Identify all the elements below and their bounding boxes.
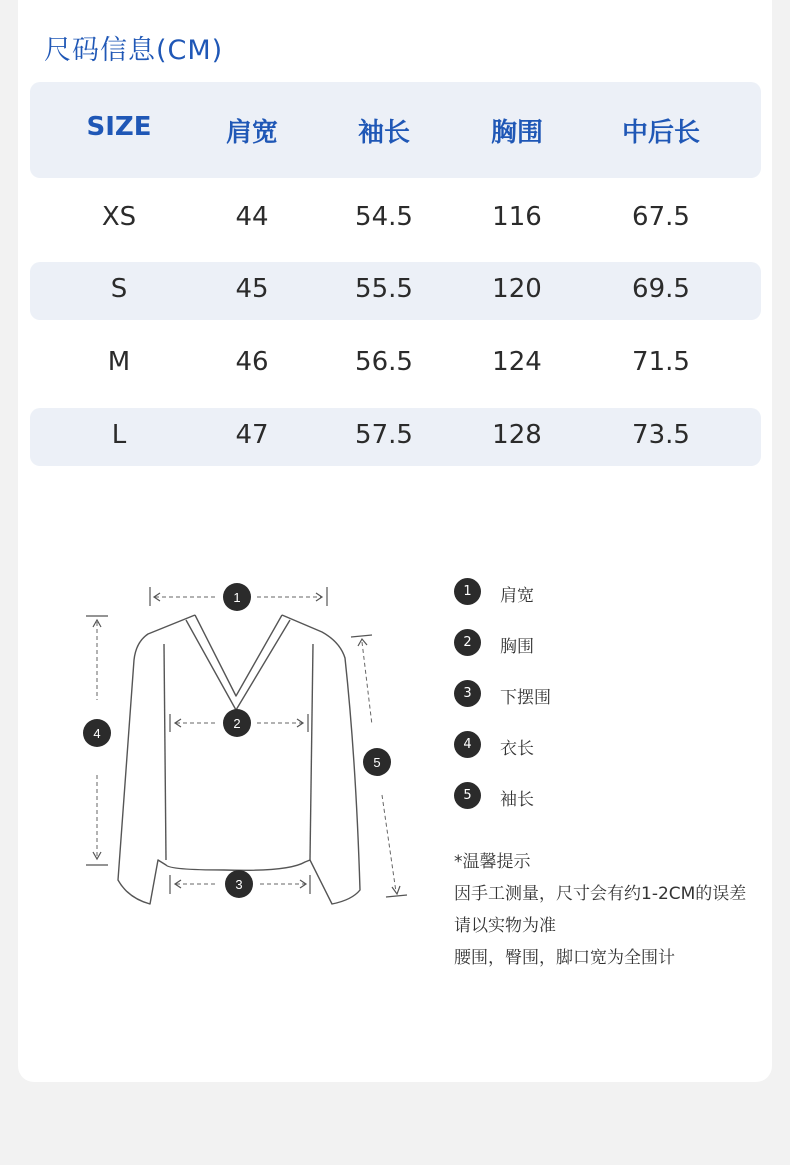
legend-badge: 3 (454, 680, 481, 707)
marker-5-label: 5 (373, 755, 381, 770)
header-sleeve: 袖长 (357, 118, 410, 148)
header-shoulder: 肩宽 (225, 118, 278, 148)
cell-shoulder: 46 (235, 347, 269, 377)
marker-3-label: 3 (235, 877, 243, 892)
neckline-inner (186, 620, 290, 710)
tips-line: 因手工测量，尺寸会有约1-2CM的误差 (454, 884, 747, 904)
legend-label: 肩宽 (500, 586, 534, 606)
legend-badge: 2 (454, 629, 481, 656)
cell-shoulder: 44 (235, 202, 269, 232)
legend-label: 胸围 (500, 637, 534, 657)
tips-heading: *温馨提示 (454, 852, 531, 872)
cell-sleeve: 56.5 (355, 347, 413, 377)
marker-1-label: 1 (233, 590, 241, 605)
legend-badge: 1 (454, 578, 481, 605)
legend-label: 袖长 (500, 790, 534, 810)
marker-4-label: 4 (93, 726, 101, 741)
table-row (30, 262, 761, 320)
cell-chest: 128 (492, 420, 542, 450)
sleeve-seam-left (164, 644, 166, 860)
cell-size: S (110, 274, 128, 304)
legend-badge: 4 (454, 731, 481, 758)
tips-line: 腰围，臀围，脚口宽为全围计 (454, 948, 675, 968)
cell-length: 67.5 (632, 202, 690, 232)
header-chest: 胸围 (490, 118, 543, 148)
sweater-outline (118, 615, 360, 904)
cell-chest: 116 (492, 202, 542, 232)
cell-chest: 124 (492, 347, 542, 377)
legend-label: 下摆围 (500, 688, 551, 708)
table-row (30, 335, 761, 393)
table-row (30, 408, 761, 466)
table-header (30, 82, 761, 178)
cell-length: 69.5 (632, 274, 690, 304)
cell-size: L (111, 420, 127, 450)
tips-block (454, 846, 764, 974)
legend-badge: 5 (454, 782, 481, 809)
cell-sleeve: 54.5 (355, 202, 413, 232)
header-size: SIZE (86, 112, 152, 142)
sweater-diagram (0, 560, 440, 920)
table-row (30, 190, 761, 248)
cell-size: XS (101, 202, 137, 232)
cell-size: M (107, 347, 131, 377)
marker-2-label: 2 (233, 716, 241, 731)
page-title: 尺码信息(CM) (44, 35, 224, 66)
cell-sleeve: 55.5 (355, 274, 413, 304)
cell-shoulder: 47 (235, 420, 269, 450)
legend-label: 衣长 (500, 739, 534, 759)
cell-chest: 120 (492, 274, 542, 304)
cell-shoulder: 45 (235, 274, 269, 304)
sleeve-seam-right (310, 644, 313, 860)
cell-sleeve: 57.5 (355, 420, 413, 450)
cell-length: 73.5 (632, 420, 690, 450)
cell-length: 71.5 (632, 347, 690, 377)
tips-line: 请以实物为准 (454, 916, 556, 936)
header-length: 中后长 (621, 118, 700, 148)
